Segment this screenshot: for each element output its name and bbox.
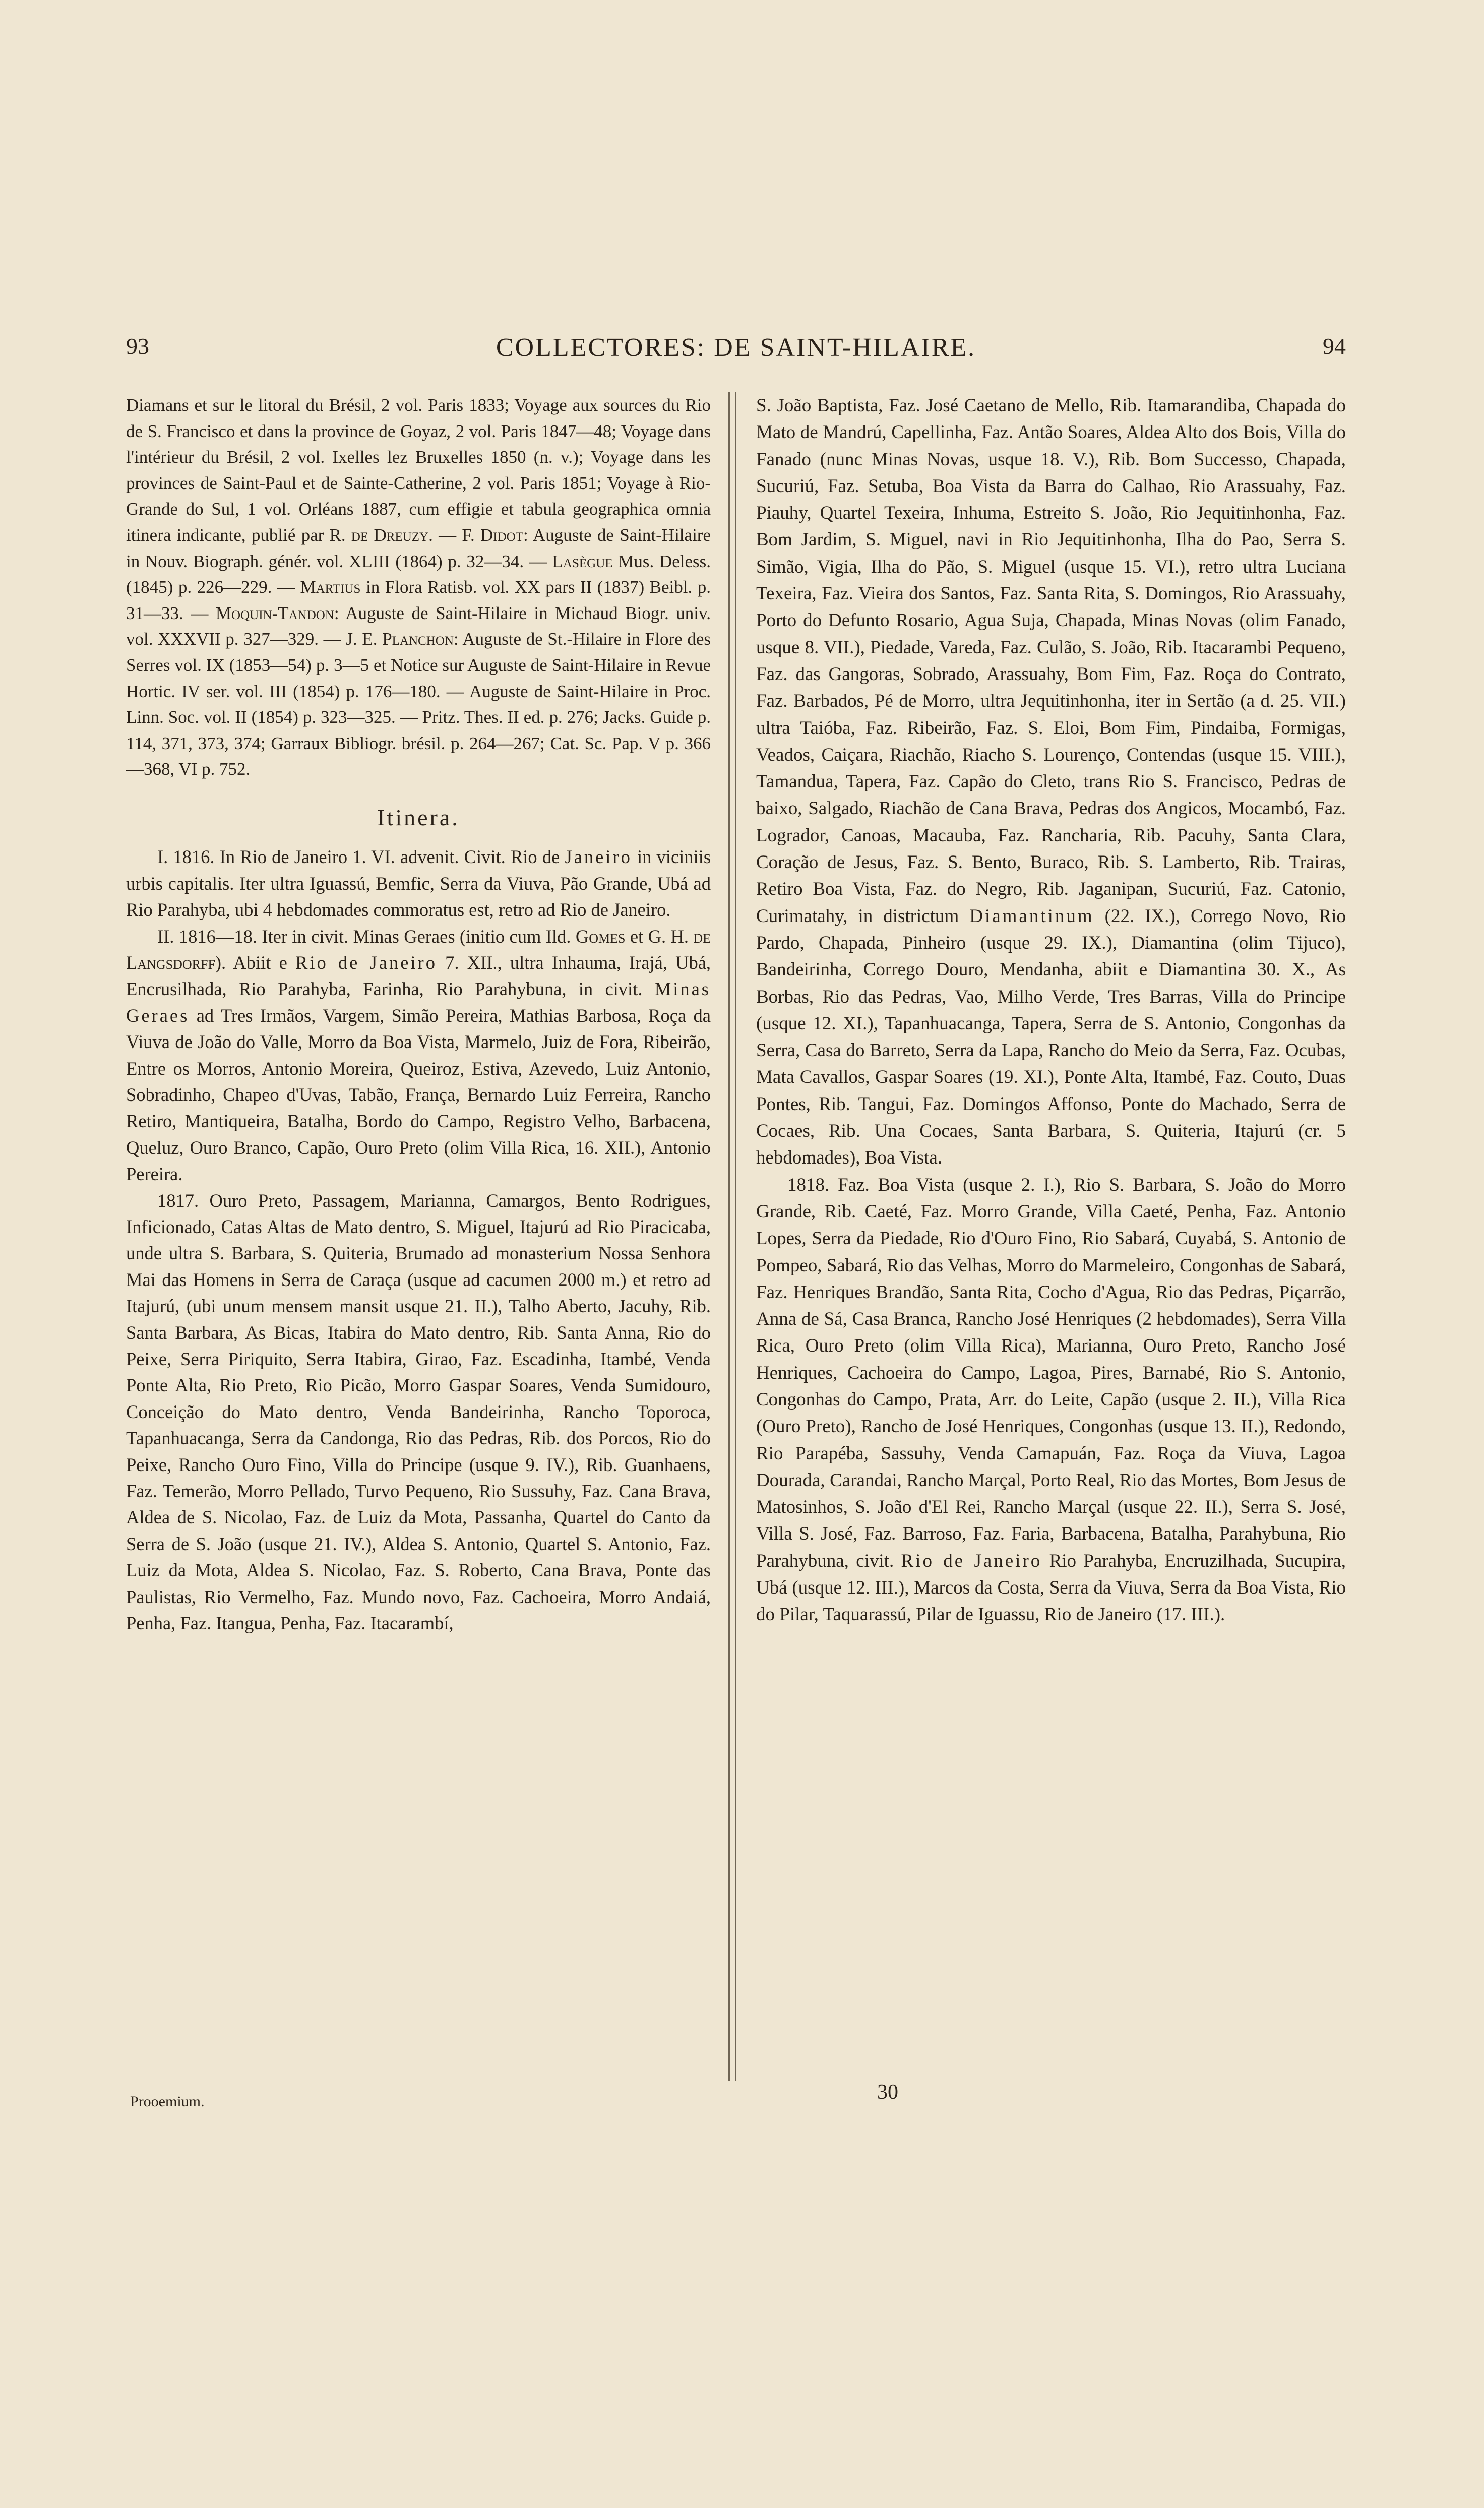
signature-mark: Prooemium.: [130, 2093, 205, 2110]
itinerary-paragraph: 1817. Ouro Preto, Passagem, Marianna, Camargos, Bento Rodrigues, Inficionado, Catas Altas de Mato dentro, S. Miguel, Itajurú ad Rio Piracicaba, unde ultra S. Barbara, S. Quiteria, Brumado ad monasterium Nossa Senhora Mai das Homens in Serra de Caraça (usque ad cacumen 2000 m.) et retro ad Itajurú, (ubi unum mensem mansit usque 21. II.), Talho Aberto, Jacuhy, Rib. Santa Barbara, As Bicas, Itabira do Mato dentro, Rib. Santa Anna, Rio do Peixe, Serra Piriquito, Serra Itabira, Girao, Faz. Escadinha, Itambé, Venda Ponte Alta, Rio Preto, Rio Picão, Morro Gaspar Soares, Venda Sumidouro, Conceição do Mato dentro, Venda Bandeirinha, Rancho Toporoca, Tapanhuacanga, Serra da Candonga, Rio das Pedras, Rib. dos Porcos, Rio do Peixe, Rancho Ouro Fino, Villa do Principe (usque 9. IV.), Rib. Guanhaens, Faz. Temerão, Morro Pellado, Turvo Pequeno, Rio Sussuhy, Faz. Cana Brava, Aldea de S. Nicolao, Faz. de Luiz da Mota, Passanha, Quartel do Canto da Serra de S. João (usque 21. IV.), Aldea S. Antonio, Quartel S. Antonio, Faz. Luiz da Mota, Aldea S. Nicolao, Faz. S. Roberto, Cana Brava, Ponte das Paulistas, Rio Vermelho, Faz. Mundo novo, Faz. Cachoeira, Morro Andaiá, Penha, Faz. Itangua, Penha, Faz. Itacarambí,: [126, 1190, 711, 1634]
author-name: Moquin-Tandon: [215, 603, 334, 623]
itinerary-paragraph: 1818. Faz. Boa Vista (usque 2. I.), Rio S. Barbara, S. João do Morro Grande, Rib. Caeté, Faz. Morro Grande, Villa Caeté, Penha, Faz. Antonio Lopes, Serra da Piedade, Rio d'Ouro Fino, Rio Sabará, Cuyabá, S. Antonio de Pompeo, Sabará, Rio das Velhas, Morro do Marmeleiro, Congonhas de Sabará, Faz. Henriques Brandão, Santa Rita, Cocho d'Agua, Rio das Pedras, Piçarrão, Anna de Sá, Casa Branca, Rancho José Henriques (2 hebdomades), Serra Villa Rica, Ouro Preto (olim Villa Rica), Marianna, Ouro Preto, Rancho José Henriques, Cachoeira do Campo, Lagoa, Pires, Barnabé, Rio S. Antonio, Congonhas do Campo, Prata, Arr. do Leite, Capão (usque 2. II.), Villa Rica (Ouro Preto), Rancho de José Henriques, Congonhas (usque 13. II.), Redondo, Rio Parapéba, Sassuhy, Venda Camapuán, Faz. Roça da Viuva, Lagoa Dourada, Carandai, Rancho Marçal, Porto Real, Rio das Mortes, Bom Jesus de Matosinhos, S. João d'El Rei, Rancho Marçal (usque 22. II.), Serra S. José, Villa S. José, Faz. Barroso, Faz. Faria, Barbacena, Batalha, Parahybuna, Rio Parahybuna, civit. Rio de Janeiro Rio Parahyba, Encruzilhada, Sucupira, Ubá (usque 12. III.), Marcos da Costa, Serra da Viuva, Serra da Boa Vista, Rio do Pilar, Taquarassú, Pilar de Iguassu, Rio de Janeiro (17. III.).: [756, 1174, 1346, 1625]
itinerary-paragraph: I. 1816. In Rio de Janeiro 1. VI. advenit. Civit. Rio de Janeiro in viciniis urbis capitalis. Iter ultra Iguassú, Bemfic, Serra da Viuva, Pão Grande, Ubá ad Rio Parahyba, ubi 4 hebdomades commoratus est, retro ad Rio de Janeiro.: [126, 846, 711, 921]
page-header: [126, 333, 1346, 373]
column-divider: [728, 392, 736, 2081]
author-name: Planchon: [382, 629, 454, 649]
folio-number: 30: [877, 2081, 898, 2104]
author-name: Gomes: [575, 926, 626, 947]
page-number-left: 93: [126, 333, 149, 359]
author-name: de Langsdorff: [126, 926, 711, 973]
itinerary-paragraph: S. João Baptista, Faz. José Caetano de Mello, Rib. Itamarandiba, Chapada do Mato de Mandrú, Capellinha, Faz. Antão Soares, Aldea Alto dos Bois, Villa do Fanado (nunc Minas Novas, usque 18. V.), Rib. Bom Successo, Chapada, Sucuriú, Faz. Setuba, Boa Vista da Barra do Calhao, Rio Arassuahy, Faz. Piauhy, Quartel Texeira, Inhuma, Estreito S. João, Rio Jequitinhonha, Faz. Bom Jardim, S. Miguel, navi in Rio Jequitinhonha, Ilha do Pao, Serra S. Simão, Vigia, Ilha do Pão, S. Miguel (usque 15. VI.), retro ultra Luciana Texeira, Faz. Vieira dos Santos, Faz. Santa Rita, S. Domingos, Rio Arassuahy, Porto do Defunto Rosario, Agua Suja, Chapada, Minas Novas (olim Fanado, usque 8. VII.), Piedade, Vareda, Faz. Culão, S. João, Rib. Itacarambi Pequeno, Faz. das Gangoras, Sobrado, Arassuahy, Bom Fim, Faz. Roça do Contrato, Faz. Barbados, Pé de Morro, ultra Jequitinhonha, iter in Sertão (a d. 25. VII.) ultra Taióba, Faz. Ribeirão, Faz. S. Eloi, Bom Fim, Pindaiba, Formigas, Veados, Caiçara, Riachão, Riacho S. Lourenço, Contendas (usque 15. VIII.), Tamandua, Tapera, Faz. Capão do Cleto, trans Rio S. Francisco, Pedras de baixo, Salgado, Riachão de Cana Brava, Pedras dos Angicos, Mocambó, Faz. Logrador, Canoas, Macauba, Faz. Rancharia, Rib. Pacuhy, Santa Clara, Coração de Jesus, Faz. S. Bento, Buraco, Rib. S. Lamberto, Rib. Trairas, Retiro Boa Vista, Faz. do Negro, Rib. Jaganipan, Sucuriú, Faz. Catonio, Curimatahy, in districtum Diamantinum (22. IX.), Corrego Novo, Rio Pardo, Chapada, Pinheiro (usque 29. IX.), Diamantina (olim Tijuco), Bandeirinha, Corrego Douro, Mendanha, abiit e Diamantina 30. X., As Borbas, Rio das Pedras, Vao, Milho Verde, Tres Barras, Villa do Principe (usque 12. XI.), Tapanhuacanga, Tapera, Serra de S. Antonio, Congonhas da Serra, Casa do Barreto, Serra da Lapa, Rancho do Meio da Serra, Faz. Ocubas, Mata Cavallos, Gaspar Soares (19. XI.), Ponte Alta, Itambé, Faz. Couto, Duas Pontes, Rib. Tangui, Faz. Domingos Affonso, Ponte do Machado, Serra de Cocaes, Rib. Una Cocaes, Santa Barbara, S. Quiteria, Itajurú (cr. 5 hebdomades), Boa Vista.: [756, 395, 1346, 1169]
left-column: [126, 392, 711, 1637]
right-column: [756, 392, 1346, 1628]
author-name: Lasègue: [552, 551, 613, 571]
running-title: COLLECTORES: DE SAINT-HILAIRE.: [496, 333, 976, 362]
itinerary-paragraph: II. 1816—18. Iter in civit. Minas Geraes (initio cum Ild. Gomes et G. H. de Langsdorff). Abiit e Rio de Janeiro 7. XII., ultra Inhauma, Irajá, Ubá, Encrusilhada, Rio Parahyba, Farinha, Rio Parahybuna, in civit. Minas Geraes ad Tres Irmãos, Vargem, Simão Pereira, Mathias Barbosa, Roça da Viuva de João do Valle, Morro da Boa Vista, Marmelo, Juiz de Fora, Ribeirão, Entre os Morros, Antonio Moreira, Queiroz, Estiva, Azevedo, Luiz Antonio, Sobradinho, Chapeo d'Uvas, Tabão, França, Bernardo Luiz Ferreira, Rancho Retiro, Mantiqueira, Batalha, Bordo do Campo, Registro Velho, Barbacena, Queluz, Ouro Branco, Capão, Ouro Preto (olim Villa Rica, 16. XII.), Antonio Pereira.: [126, 926, 711, 1185]
author-name: Martius: [300, 577, 361, 597]
bibliography-paragraph: Diamans et sur le litoral du Brésil, 2 vol. Paris 1833; Voyage aux sources du Rio de S. Francisco et dans la province de Goyaz, 2 vol. Paris 1847—48; Voyage dans l'intérieur du Brésil, 2 vol. Ixelles lez Bruxelles 1850 (n. v.); Voyage dans les provinces de Saint-Paul et de Sainte-Catherine, 2 vol. Paris 1851; Voyage à Rio-Grande do Sul, 1 vol. Orléans 1887, cum effigie et tabula geographica omnia itinera indicante, publié par R. de Dreuzy. — F. Didot: Auguste de Saint-Hilaire in Nouv. Biograph. génér. vol. XLIII (1864) p. 32—34. — Lasègue Mus. Deless. (1845) p. 226—229. — Martius in Flora Ratisb. vol. XX pars II (1837) Beibl. p. 31—33. — Moquin-Tandon: Auguste de Saint-Hilaire in Michaud Biogr. univ. vol. XXXVII p. 327—329. — J. E. Planchon: Auguste de St.-Hilaire in Flore des Serres vol. IX (1853—54) p. 3—5 et Notice sur Auguste de Saint-Hilaire in Revue Hortic. IV ser. vol. III (1854) p. 176—180. — Auguste de Saint-Hilaire in Proc. Linn. Soc. vol. II (1854) p. 323—325. — Pritz. Thes. II ed. p. 276; Jacks. Guide p. 114, 371, 373, 374; Garraux Bibliogr. brésil. p. 264—267; Cat. Sc. Pap. V p. 366—368, VI p. 752.: [126, 395, 711, 779]
author-name: de Dreuzy: [351, 525, 429, 545]
page-number-right: 94: [1323, 333, 1346, 359]
author-name: Didot: [480, 525, 523, 545]
section-title: Itinera.: [377, 804, 460, 830]
